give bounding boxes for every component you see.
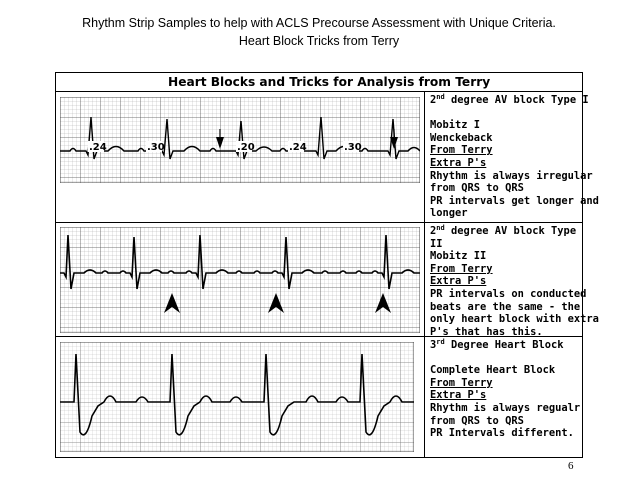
heart-block-table (55, 72, 599, 458)
table-title: Heart Blocks and Tricks for Analysis from Terry (56, 73, 582, 92)
extra-ps-link[interactable]: Extra P's (430, 389, 487, 402)
row-note: from QRS to QRS (430, 414, 524, 427)
pr-label: .20 (237, 142, 255, 153)
row-description (430, 93, 599, 220)
pr-label: .24 (289, 142, 307, 153)
ecg-strip-mobitz-1 (60, 97, 420, 183)
row-note: from QRS to QRS (430, 182, 524, 195)
row-note: longer (430, 207, 468, 220)
header-line-2: Heart Block Tricks from Terry (238, 34, 400, 48)
table-row (56, 92, 599, 223)
row-heading: 3rd Degree Heart Block (430, 338, 564, 351)
from-terry-link[interactable]: From Terry (430, 262, 493, 275)
row-note: beats are the same - the (430, 300, 581, 313)
row-description (430, 339, 582, 440)
table-row (56, 223, 599, 338)
row-line: Mobitz I (430, 119, 481, 132)
page-number: 6 (568, 460, 574, 472)
row-heading: 2nd degree AV block Type I (430, 93, 589, 106)
row-line: Mobitz II (430, 250, 487, 263)
row-note: PR intervals on conducted (430, 287, 587, 300)
row-line: Complete Heart Block (430, 364, 556, 377)
page-header (0, 14, 638, 50)
from-terry-link[interactable]: From Terry (430, 144, 493, 157)
row-note: PR intervals get longer and (430, 194, 599, 207)
row-note: PR Intervals different. (430, 427, 574, 440)
row-line: Wenckeback (430, 131, 493, 144)
pr-label: .30 (344, 142, 362, 153)
ecg-strip-mobitz-2 (60, 227, 420, 333)
header-line-1: Rhythm Strip Samples to help with ACLS Precourse Assessment with Unique Criteria. (82, 16, 556, 30)
row-note: Rhythm is always irregular (430, 169, 593, 182)
row-note: P's that has this. (430, 325, 543, 338)
from-terry-link[interactable]: From Terry (430, 376, 493, 389)
row-note: Rhythm is always regualr (430, 401, 581, 414)
table-row (56, 337, 582, 457)
ecg-strip-complete-block (60, 342, 414, 452)
row-line: II (430, 237, 443, 250)
pr-label: .30 (147, 142, 165, 153)
extra-ps-link[interactable]: Extra P's (430, 275, 487, 288)
row-description (430, 224, 599, 338)
pr-label: .24 (89, 142, 107, 153)
row-heading: 2nd degree AV block Type (430, 224, 577, 237)
row-note: only heart block with extra (430, 313, 599, 326)
extra-ps-link[interactable]: Extra P's (430, 156, 487, 169)
